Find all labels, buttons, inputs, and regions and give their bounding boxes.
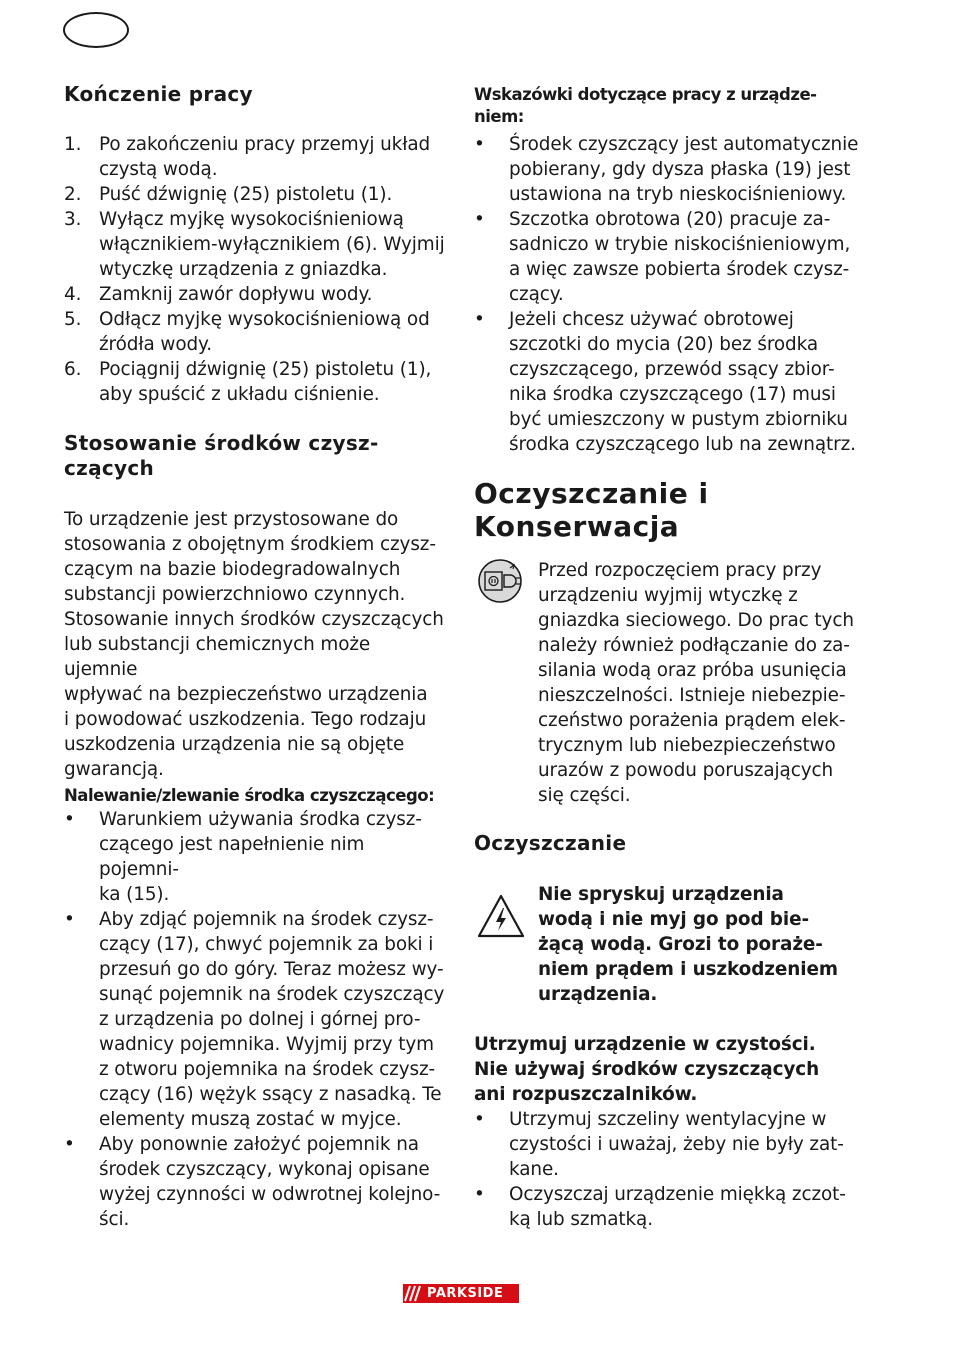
list-item: • Jeżeli chcesz używać obrotowej szczotki do mycia (20) bez środka czyszczącego, przewód ssący zbior- nika środka czyszczącego (17) musi być umieszczony w pustym zbiorniku środka czyszczącego lub na zewnątrz. bbox=[474, 309, 856, 455]
list-item: 3. Wyłącz myjkę wysokociśnieniową włącznikiem-wyłącznikiem (6). Wyjmij wtyczkę urządzenia z gniazdka. bbox=[64, 209, 445, 280]
detergents-heading: Stosowanie środków czysz- czących bbox=[64, 431, 379, 480]
maintenance-heading: Oczyszczanie i Konserwacja bbox=[474, 477, 709, 543]
list-item: • Utrzymuj szczeliny wentylacyjne w czystości i uważaj, żeby nie były zat- kane. bbox=[474, 1109, 844, 1180]
refill-subheading: Nalewanie/zlewanie środka czyszczącego: bbox=[64, 786, 435, 805]
logo-stripes-icon bbox=[403, 1284, 427, 1303]
detergents-paragraph: To urządzenie jest przystosowane do stosowania z obojętnym środkiem czysz- czącym na bazie biodegradowalnych substancji powierzchniowo czynnych. Stosowanie innych środków czyszczących lub substancji chemicznych może ujemnie wpływać na bezpieczeństwo urządzenia i powodować uszkodzenia. Tego rodzaju uszkodzenia urządzenia nie są objęte gwarancją. bbox=[64, 509, 444, 780]
list-item: • Środek czyszczący jest automatycznie pobierany, gdy dysza płaska (19) jest ustawiona na tryb nieskociśnieniowy. bbox=[474, 134, 859, 205]
finish-heading: Kończenie pracy bbox=[64, 82, 253, 106]
cleaning-heading: Oczyszczanie bbox=[474, 831, 627, 855]
electric-warning-icon bbox=[476, 893, 526, 939]
list-item: • Szczotka obrotowa (20) pracuje za- sadniczo w trybie niskociśnieniowym, a więc zawsze pobierta środek czysz- czący. bbox=[474, 209, 851, 305]
unplug-icon bbox=[476, 558, 524, 604]
finish-steps bbox=[64, 132, 449, 407]
cleaning-instructions: Utrzymuj urządzenie w czystości. Nie używaj środków czyszczących ani rozpuszczalników. bbox=[474, 1034, 820, 1105]
list-item: 5. Odłącz myjkę wysokociśnieniową od źródła wody. bbox=[64, 309, 430, 355]
list-item: • Aby zdjąć pojemnik na środek czysz- czący (17), chwyć pojemnik za boki i przesuń go do góry. Teraz możesz wy- sunąć pojemnik na środek czyszczący z urządzenia po dolnej i górnej pro- wadnicy pojemnika. Wyjmij przy tym z otworu pojemnika na środek czysz- czący (16) wężyk ssący z nasadką. Te elementy muszą zostać w myjce. bbox=[64, 909, 445, 1130]
unplug-notice: Przed rozpoczęciem pracy przy urządzeniu wyjmij wtyczkę z gniazdka sieciowego. Do prac tych należy również podłączanie do za- silania wodą oraz próba usunięcia nieszczelności. Istnieje niebezpie- czeństwo porażenia prądem elek- trycznym lub niebezpieczeństwo urazów z powodu poruszających się części. bbox=[538, 560, 854, 806]
list-item: 1. Po zakończeniu pracy przemyj układ czystą wodą. bbox=[64, 134, 431, 180]
list-item: 4. Zamknij zawór dopływu wody. bbox=[64, 284, 373, 305]
cleaning-bullets bbox=[474, 1107, 864, 1232]
list-item: • Oczyszczaj urządzenie miękką zczot- ką lub szmatką. bbox=[474, 1184, 846, 1230]
cleaning-warning: Nie spryskuj urządzenia wodą i nie myj go pod bie- żącą wodą. Grozi to poraże- niem prądem i uszkodzeniem urządzenia. bbox=[538, 884, 838, 1005]
list-item: • Aby ponownie założyć pojemnik na środek czyszczący, wykonaj opisane wyżej czynności w odwrotnej kolejno- ści. bbox=[64, 1134, 441, 1230]
refill-bullets bbox=[64, 807, 449, 1232]
parkside-logo bbox=[403, 1284, 519, 1303]
language-badge bbox=[63, 12, 129, 48]
brand-name: PARKSIDE bbox=[427, 1286, 504, 1301]
list-item: 6. Pociągnij dźwignię (25) pistoletu (1), aby spuścić z układu ciśnienie. bbox=[64, 359, 432, 405]
tips-subheading: Wskazówki dotyczące pracy z urządze- niem: bbox=[474, 85, 817, 126]
tips-bullets bbox=[474, 132, 864, 457]
list-item: 2. Puść dźwignię (25) pistoletu (1). bbox=[64, 184, 393, 205]
list-item: • Warunkiem używania środka czysz- czącego jest napełnienie nim pojemni- ka (15). bbox=[64, 809, 422, 905]
